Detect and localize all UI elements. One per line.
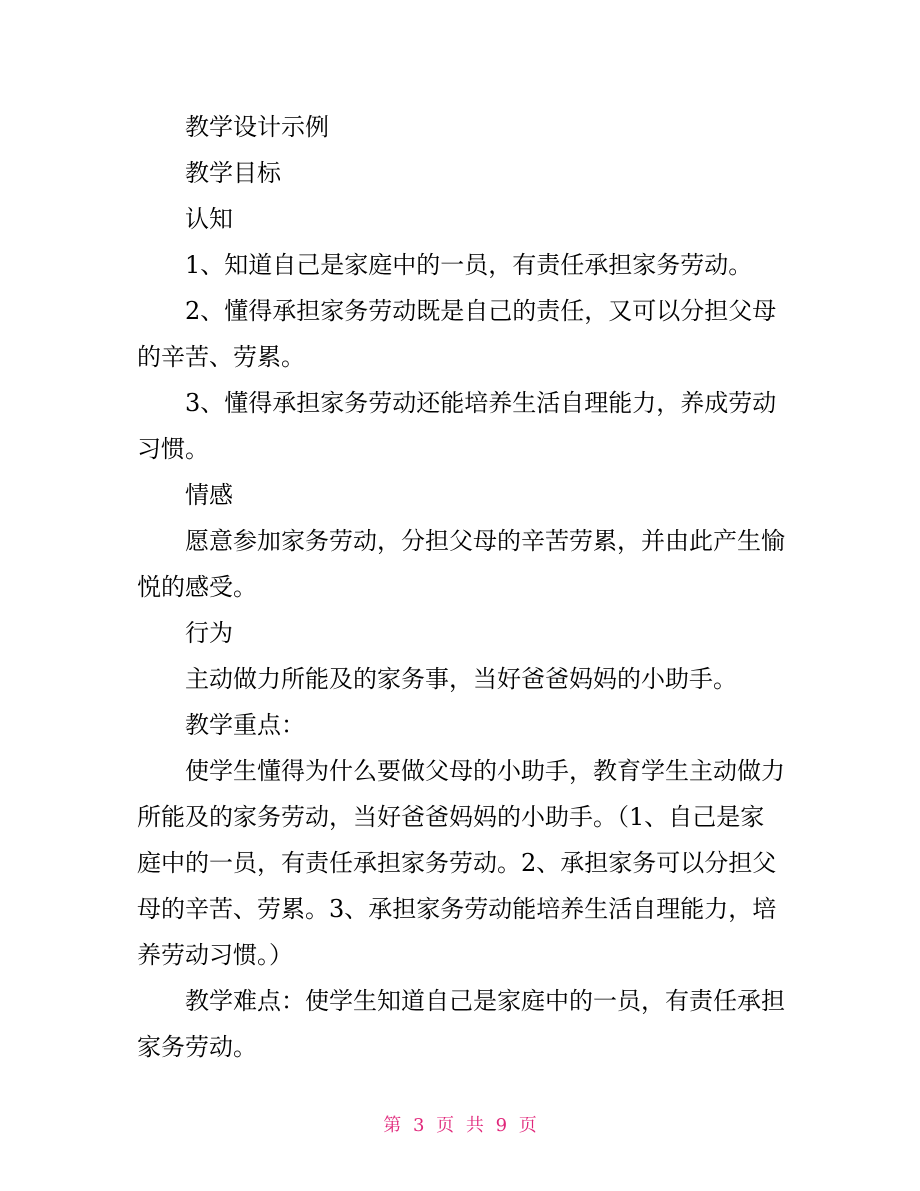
subheading-emotion: 情感 bbox=[185, 481, 233, 509]
cognition-item-2: 2、懂得承担家务劳动既是自己的责任，又可以分担父母的辛苦、劳累。 bbox=[137, 297, 777, 371]
cognition-item-3: 3、懂得承担家务劳动还能培养生活自理能力，养成劳动习惯。 bbox=[137, 389, 777, 463]
section-heading-objectives: 教学目标 bbox=[185, 159, 281, 187]
doc-title: 教学设计示例 bbox=[185, 113, 329, 141]
key-points-text: 使学生懂得为什么要做父母的小助手，教育学生主动做力所能及的家务劳动，当好爸爸妈妈的小助手。（1、自己是家庭中的一员，有责任承担家务劳动。2、承担家务可以分担父母的辛苦、劳累。3、承担家务劳动能培养生活自理能力，培养劳动习惯。） bbox=[137, 757, 785, 969]
difficulty-text: 教学难点：使学生知道自己是家庭中的一员，有责任承担家务劳动。 bbox=[137, 987, 785, 1061]
behavior-text: 主动做力所能及的家务事，当好爸爸妈妈的小助手。 bbox=[185, 665, 737, 693]
subheading-behavior: 行为 bbox=[185, 619, 233, 647]
section-heading-key-points: 教学重点： bbox=[185, 711, 305, 739]
page-number-footer: 第 3 页 共 9 页 bbox=[383, 1115, 537, 1136]
emotion-text: 愿意参加家务劳动，分担父母的辛苦劳累，并由此产生愉悦的感受。 bbox=[137, 527, 785, 601]
subheading-cognition: 认知 bbox=[185, 205, 233, 233]
cognition-item-1: 1、知道自己是家庭中的一员，有责任承担家务劳动。 bbox=[185, 251, 753, 279]
document-body bbox=[137, 104, 785, 1070]
